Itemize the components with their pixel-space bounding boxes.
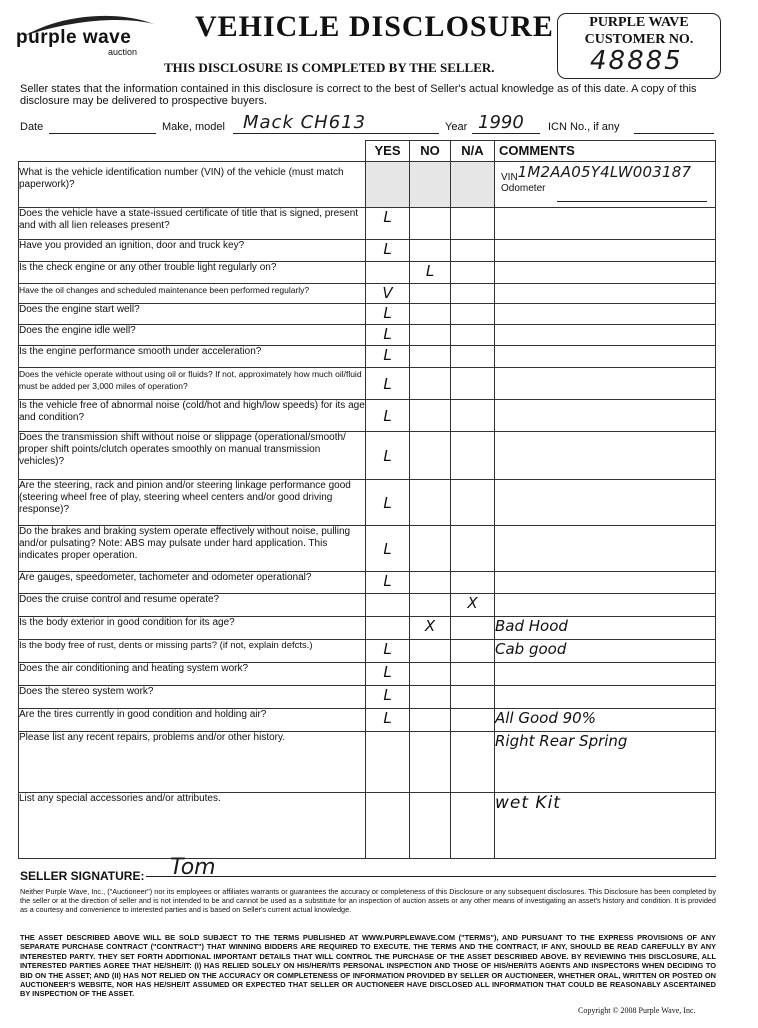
no-cell[interactable]: [410, 709, 451, 732]
question-text: Does the engine idle well?: [19, 325, 366, 346]
year-label: Year: [445, 121, 468, 133]
question-text: Do the brakes and braking system operate effectively without noise, pulling and/or pulsating? Note: ABS may pulsate under hard application. This indicates proper operation.: [19, 526, 366, 572]
question-text: Have the oil changes and scheduled maintenance been performed regularly?: [19, 284, 366, 304]
na-cell[interactable]: X: [451, 594, 495, 617]
yes-cell[interactable]: [366, 793, 410, 859]
yes-cell[interactable]: L: [366, 663, 410, 686]
yes-cell[interactable]: L: [366, 572, 410, 594]
comment-cell[interactable]: [495, 346, 716, 368]
no-cell[interactable]: [410, 793, 451, 859]
signature-label: SELLER SIGNATURE:: [20, 869, 145, 883]
year-field[interactable]: 1990: [472, 133, 540, 134]
yes-cell[interactable]: [366, 594, 410, 617]
no-cell[interactable]: [410, 732, 451, 793]
no-cell[interactable]: [410, 400, 451, 432]
table-row: [19, 346, 716, 368]
table-row: [19, 709, 716, 732]
table-row: [19, 793, 716, 859]
no-cell[interactable]: [410, 284, 451, 304]
question-text: Are gauges, speedometer, tachometer and odometer operational?: [19, 572, 366, 594]
question-text: Is the body free of rust, dents or missing parts? (if not, explain defcts.): [19, 640, 366, 663]
table-row: [19, 240, 716, 262]
comment-cell[interactable]: [495, 594, 716, 617]
na-cell[interactable]: [451, 709, 495, 732]
no-cell[interactable]: [410, 686, 451, 709]
na-cell: [451, 162, 495, 208]
no-cell[interactable]: [410, 594, 451, 617]
question-text: Does the engine start well?: [19, 304, 366, 325]
na-cell[interactable]: [451, 793, 495, 859]
date-field[interactable]: [49, 133, 156, 134]
yes-cell[interactable]: L: [366, 400, 410, 432]
question-text: Does the air conditioning and heating system work?: [19, 663, 366, 686]
no-cell[interactable]: [410, 640, 451, 663]
question-text: Is the vehicle free of abnormal noise (cold/hot and high/low speeds) for its age and condition?: [19, 400, 366, 432]
customer-box-line1: PURPLE WAVE: [589, 15, 689, 30]
na-cell[interactable]: [451, 325, 495, 346]
comment-cell[interactable]: Bad Hood: [495, 617, 716, 640]
yes-cell[interactable]: L: [366, 432, 410, 480]
disclaimer-text: Neither Purple Wave, Inc., ("Auctioneer") nor its employees or affiliates warrants or guarantees the accuracy or completeness of this Disclosure or any subsequent disclosures. This Disclosure has been completed by the seller or at the direction of seller and is not intended to be and cannot be used as a substitute for an inspection of auction assets or any other means of investigating an asset's history and condition. It is provided as a courtesy and convenience to interested parties and is based on Seller's current actual knowledge.: [20, 887, 716, 914]
no-cell[interactable]: [410, 663, 451, 686]
odometer-label: Odometer: [501, 183, 546, 194]
copyright: Copyright © 2008 Purple Wave, Inc.: [578, 1006, 696, 1015]
page-title: VEHICLE DISCLOSURE: [195, 10, 554, 43]
icn-field[interactable]: [634, 133, 714, 134]
comment-cell[interactable]: Cab good: [495, 640, 716, 663]
na-cell[interactable]: [451, 208, 495, 240]
na-cell[interactable]: [451, 346, 495, 368]
na-cell[interactable]: [451, 572, 495, 594]
no-cell[interactable]: [410, 572, 451, 594]
vin-label: VIN: [501, 172, 518, 183]
table-row: [19, 162, 716, 208]
yes-cell[interactable]: [366, 732, 410, 793]
question-text: Does the vehicle operate without using oil or fluids? If not, approximately how much oil/fluid must be added per 3,000 miles of operation?: [19, 368, 366, 400]
no-cell[interactable]: X: [410, 617, 451, 640]
question-text: Does the vehicle have a state-issued certificate of title that is signed, present and with all lien releases present?: [19, 208, 366, 240]
question-text: Are the tires currently in good condition and holding air?: [19, 709, 366, 732]
table-row: [19, 262, 716, 284]
intro-statement: Seller states that the information contained in this disclosure is correct to the best of Seller's actual knowledge as of this date. A copy of this disclosure may be delivered to prospective buyers.: [20, 83, 697, 107]
signature-value[interactable]: Tom: [170, 855, 216, 880]
yes-cell[interactable]: V: [366, 284, 410, 304]
na-cell[interactable]: [451, 663, 495, 686]
table-row: [19, 594, 716, 617]
question-text: Is the engine performance smooth under acceleration?: [19, 346, 366, 368]
table-row: [19, 368, 716, 400]
no-cell[interactable]: [410, 346, 451, 368]
yes-cell[interactable]: L: [366, 709, 410, 732]
na-cell[interactable]: [451, 240, 495, 262]
comment-cell[interactable]: All Good 90%: [495, 709, 716, 732]
date-label: Date: [20, 121, 44, 133]
question-header: [19, 141, 366, 162]
question-text: Is the check engine or any other trouble light regularly on?: [19, 262, 366, 284]
comment-cell[interactable]: [495, 208, 716, 240]
customer-box-line2: CUSTOMER NO.: [584, 32, 694, 47]
icn-label: ICN No., if any: [548, 121, 620, 133]
no-header: NO: [410, 141, 451, 162]
yes-cell[interactable]: [366, 617, 410, 640]
comment-cell[interactable]: wet Kit: [495, 793, 716, 859]
question-text: List any special accessories and/or attributes.: [19, 793, 366, 859]
vin-cell[interactable]: [495, 162, 716, 208]
terms-text: THE ASSET DESCRIBED ABOVE WILL BE SOLD SUBJECT TO THE TERMS PUBLISHED AT WWW.PURPLEWAVE.COM ("TERMS"), AND PURSUANT TO THE EXPRESS PROVISIONS OF ANY SEPARATE PURCHASE CONTRACT ("CONTRACT") THAT WINNING BIDDERS ARE REQUIRED TO EXECUTE. THE TERMS AND THE CONTRACT, IF ANY, SHOULD BE READ CAREFULLY BY ANY INTERESTED PARTY. THEY SET FORTH ADDITIONAL IMPORTANT DETAILS THAT WILL CONTROL THE PURCHASE OF THE ASSET DESCRIBED ABOVE. BY REVIEWING THIS DISCLOSURE, ALL INTERESTED PARTIES AGREE THAT HE/SHE/IT: (I) HAS RELIED SOLELY ON HIS/HER/ITS PERSONAL INSPECTION AND THOSE OF HIS/HER/ITS AGENTS AND INSPECTORS WHEN DECIDING TO BID ON THE ASSET; AND (II) HAS NOT RELIED ON THE ACCURACY OR COMPLETENESS OF INFORMATION PROVIDED BY SELLER OR AUCTIONEER, WHETHER ORAL, WRITTEN OR POSTED ON AUCTIONEER'S WEBSITE, NOR HAS HE/SHE/IT ASSUMED OR EXPECTED THAT SELLER OR AUCTIONEER HAVE DISCLOSED ALL INFORMATION THAT COULD BE REASONABLY ASCERTAINED BY INSPECTION OF THE ASSET.: [20, 933, 716, 999]
na-cell[interactable]: [451, 262, 495, 284]
question-text: Have you provided an ignition, door and truck key?: [19, 240, 366, 262]
yes-cell[interactable]: L: [366, 304, 410, 325]
table-row: [19, 663, 716, 686]
comment-cell[interactable]: [495, 572, 716, 594]
table-row: [19, 325, 716, 346]
no-cell[interactable]: [410, 526, 451, 572]
na-cell[interactable]: [451, 284, 495, 304]
na-cell[interactable]: [451, 617, 495, 640]
table-row: [19, 640, 716, 663]
yes-cell[interactable]: L: [366, 526, 410, 572]
table-row: [19, 480, 716, 526]
no-cell: [410, 162, 451, 208]
na-header: N/A: [451, 141, 495, 162]
comment-cell[interactable]: [495, 686, 716, 709]
no-cell[interactable]: [410, 480, 451, 526]
na-cell[interactable]: [451, 400, 495, 432]
question-text: Does the transmission shift without noise or slippage (operational/smooth/ proper shift points/clutch operates smoothly on manual transmission vehicles)?: [19, 432, 366, 480]
table-row: [19, 526, 716, 572]
yes-cell[interactable]: L: [366, 368, 410, 400]
comment-cell[interactable]: [495, 304, 716, 325]
comments-header: COMMENTS: [495, 141, 716, 162]
question-text: Are the steering, rack and pinion and/or steering linkage performance good (steering wheel free of play, steering wheel centers and/or good driving response)?: [19, 480, 366, 526]
no-cell[interactable]: [410, 432, 451, 480]
logo-text: purple wave: [16, 27, 132, 48]
na-cell[interactable]: [451, 640, 495, 663]
table-row: [19, 208, 716, 240]
odometer-field[interactable]: [557, 201, 707, 202]
comment-cell[interactable]: [495, 400, 716, 432]
table-row: [19, 686, 716, 709]
question-text: Please list any recent repairs, problems and/or other history.: [19, 732, 366, 793]
no-cell[interactable]: L: [410, 262, 451, 284]
comment-cell[interactable]: [495, 432, 716, 480]
comment-cell[interactable]: [495, 526, 716, 572]
table-row: [19, 304, 716, 325]
signature-line: [146, 876, 716, 877]
no-cell[interactable]: [410, 325, 451, 346]
yes-cell[interactable]: L: [366, 480, 410, 526]
na-cell[interactable]: [451, 526, 495, 572]
na-cell[interactable]: [451, 480, 495, 526]
comment-cell[interactable]: [495, 325, 716, 346]
table-row: [19, 400, 716, 432]
na-cell[interactable]: [451, 686, 495, 709]
yes-header: YES: [366, 141, 410, 162]
page-subtitle: THIS DISCLOSURE IS COMPLETED BY THE SELLER.: [164, 60, 495, 75]
table-row: [19, 572, 716, 594]
no-cell[interactable]: [410, 208, 451, 240]
yes-cell[interactable]: L: [366, 325, 410, 346]
question-text: Does the stereo system work?: [19, 686, 366, 709]
customer-number-value[interactable]: 48885: [590, 46, 683, 76]
na-cell[interactable]: [451, 732, 495, 793]
comment-cell[interactable]: [495, 480, 716, 526]
table-row: [19, 617, 716, 640]
yes-cell[interactable]: L: [366, 208, 410, 240]
question-text: Does the cruise control and resume operate?: [19, 594, 366, 617]
yes-cell[interactable]: L: [366, 686, 410, 709]
no-cell[interactable]: [410, 368, 451, 400]
na-cell[interactable]: [451, 304, 495, 325]
yes-cell[interactable]: L: [366, 240, 410, 262]
yes-cell[interactable]: L: [366, 346, 410, 368]
table-row: [19, 732, 716, 793]
vin-value[interactable]: 1M2AA05Y4LW003187: [517, 163, 692, 181]
na-cell[interactable]: [451, 432, 495, 480]
table-row: [19, 284, 716, 304]
yes-cell[interactable]: [366, 262, 410, 284]
comment-cell[interactable]: [495, 262, 716, 284]
comment-cell[interactable]: [495, 240, 716, 262]
comment-cell[interactable]: Right Rear Spring: [495, 732, 716, 793]
disclosure-table: [18, 140, 716, 859]
comment-cell[interactable]: [495, 663, 716, 686]
make-model-field[interactable]: Mack CH613: [233, 133, 439, 134]
question-text: What is the vehicle identification number (VIN) of the vehicle (must match paperwork)?: [19, 162, 366, 208]
table-row: [19, 432, 716, 480]
make-model-label: Make, model: [162, 121, 225, 133]
yes-cell[interactable]: L: [366, 640, 410, 663]
na-cell[interactable]: [451, 368, 495, 400]
no-cell[interactable]: [410, 240, 451, 262]
logo-subtext: auction: [108, 47, 138, 57]
comment-cell[interactable]: [495, 368, 716, 400]
comment-cell[interactable]: [495, 284, 716, 304]
yes-cell: [366, 162, 410, 208]
question-text: Is the body exterior in good condition for its age?: [19, 617, 366, 640]
no-cell[interactable]: [410, 304, 451, 325]
